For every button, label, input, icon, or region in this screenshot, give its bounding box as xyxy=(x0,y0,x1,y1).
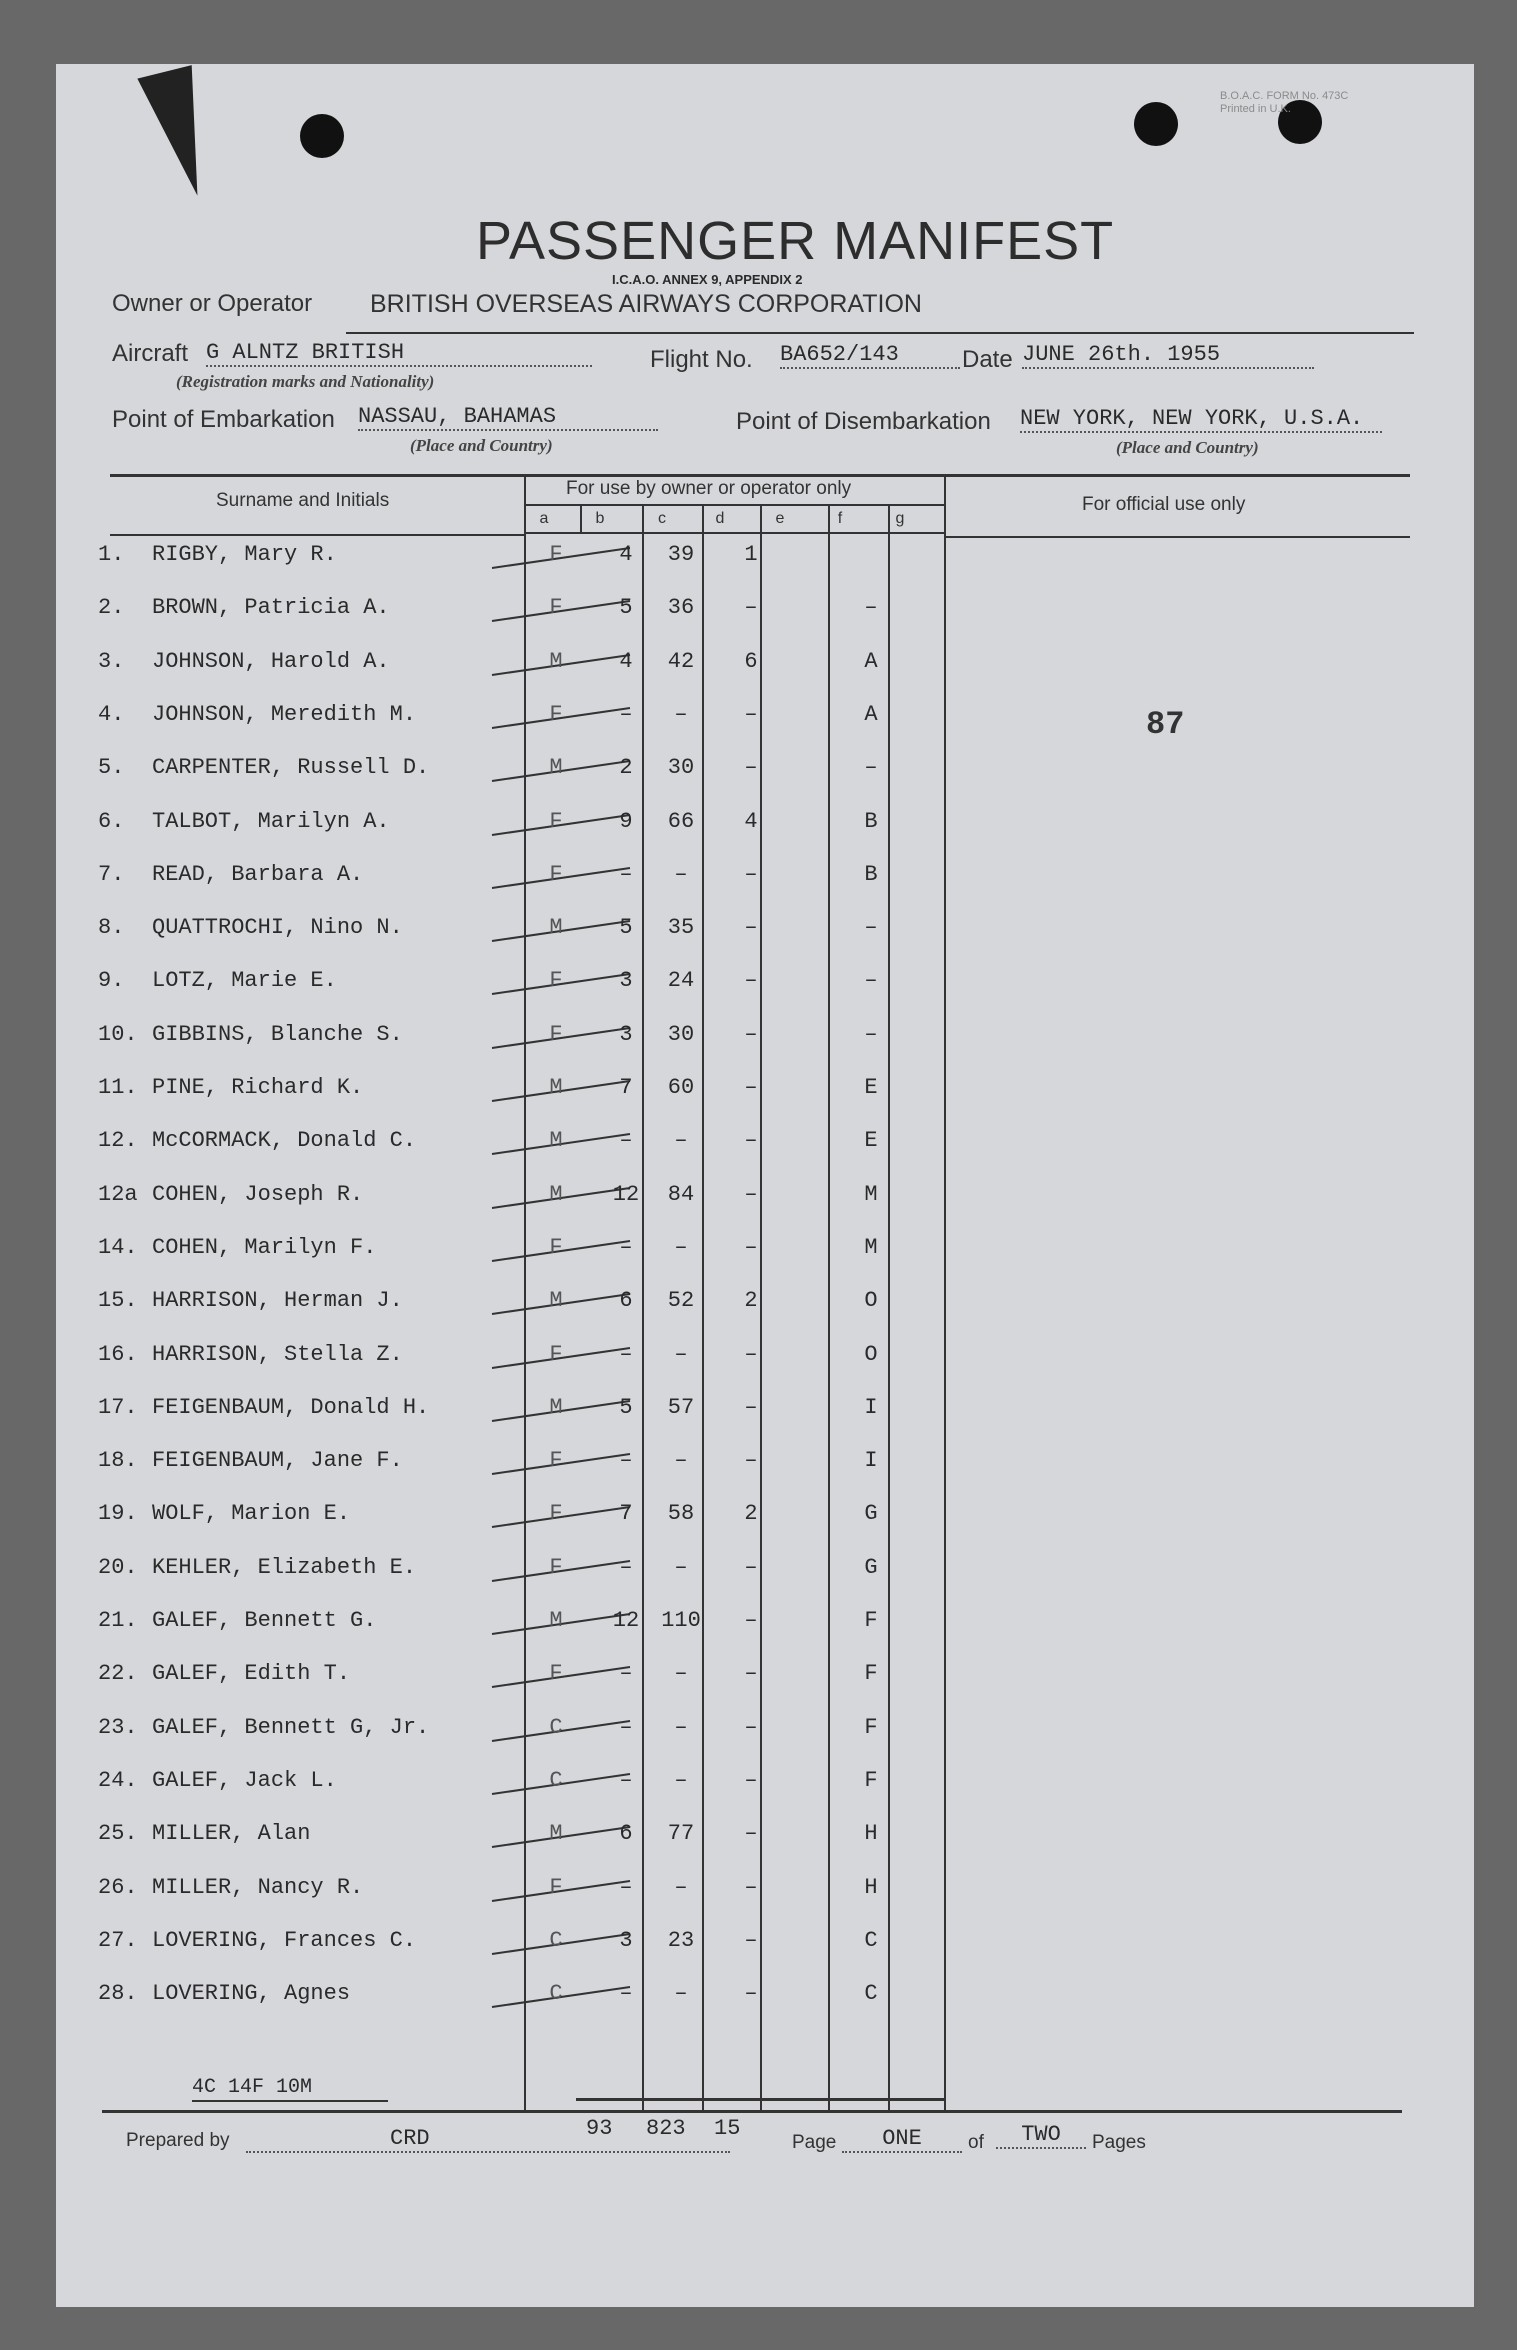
table-row xyxy=(56,1501,1474,1537)
col-a-value: F xyxy=(549,862,563,887)
col-f-value: F xyxy=(864,1768,878,1793)
col-c-value: 39 xyxy=(667,542,695,567)
punch-hole-center xyxy=(1134,102,1178,146)
col-line-b-header xyxy=(580,506,582,534)
surname-header-rule xyxy=(110,534,524,536)
page-label: Page xyxy=(792,2132,837,2153)
col-c-value: 77 xyxy=(667,1821,695,1846)
col-f-value: B xyxy=(864,809,878,834)
table-row xyxy=(56,1022,1474,1058)
passenger-name: JOHNSON, Harold A. xyxy=(152,649,390,674)
col-f-value: C xyxy=(864,1981,878,2006)
col-b-value: – xyxy=(619,1235,633,1260)
col-d-value: 6 xyxy=(744,649,758,674)
disembarkation-label: Point of Disembarkation xyxy=(736,408,991,435)
flight-value: BA652/143 xyxy=(780,342,960,369)
col-b-value: 5 xyxy=(619,915,633,940)
col-b-value: 5 xyxy=(619,595,633,620)
col-d-header: d xyxy=(715,510,725,527)
col-b-value: 9 xyxy=(619,809,633,834)
row-number: 4. xyxy=(98,702,125,727)
col-a-value: C xyxy=(549,1768,563,1793)
col-c-header: c xyxy=(658,510,666,527)
col-f-value: A xyxy=(864,702,878,727)
col-f-value: E xyxy=(864,1128,878,1153)
total-d: 15 xyxy=(714,2116,741,2141)
col-c-value: 30 xyxy=(667,755,695,780)
of-label: of xyxy=(968,2132,984,2153)
summary-line: 4C 14F 10M xyxy=(192,2076,313,2099)
col-c-value: – xyxy=(674,1981,688,2006)
row-number: 15. xyxy=(98,1288,138,1313)
row-number: 25. xyxy=(98,1821,138,1846)
col-c-value: 30 xyxy=(667,1022,695,1047)
row-number: 5. xyxy=(98,755,125,780)
registration-note: (Registration marks and Nationality) xyxy=(176,372,435,391)
owner-underline xyxy=(346,332,1414,334)
passenger-name: FEIGENBAUM, Jane F. xyxy=(152,1448,403,1473)
passenger-name: LOVERING, Frances C. xyxy=(152,1928,417,1953)
table-row xyxy=(56,1555,1474,1591)
col-c-value: 23 xyxy=(667,1928,695,1953)
col-b-value: – xyxy=(619,1661,633,1686)
col-b-value: – xyxy=(619,862,633,887)
official-use-header: For official use only xyxy=(1082,494,1246,515)
col-d-value: – xyxy=(744,1928,758,1953)
passenger-name: FEIGENBAUM, Donald H. xyxy=(152,1395,430,1420)
col-b-value: 12 xyxy=(612,1182,640,1207)
col-f-value: G xyxy=(864,1501,878,1526)
col-c-value: 84 xyxy=(667,1182,695,1207)
letters-rule xyxy=(524,532,944,534)
col-b-value: 7 xyxy=(619,1501,633,1526)
surname-header: Surname and Initials xyxy=(216,490,390,511)
col-d-value: – xyxy=(744,595,758,620)
passenger-name: QUATTROCHI, Nino N. xyxy=(152,915,403,940)
col-c-value: 52 xyxy=(667,1288,695,1313)
passenger-name: CARPENTER, Russell D. xyxy=(152,755,430,780)
col-a-value: M xyxy=(549,1608,563,1633)
col-b-header: b xyxy=(595,510,605,527)
disembarkation-value: NEW YORK, NEW YORK, U.S.A. xyxy=(1020,406,1382,433)
passenger-name: RIGBY, Mary R. xyxy=(152,542,337,567)
col-f-value: O xyxy=(864,1288,878,1313)
col-c-value: – xyxy=(674,1235,688,1260)
official-number: 87 xyxy=(1146,706,1185,743)
row-number: 18. xyxy=(98,1448,138,1473)
passenger-name: KEHLER, Elizabeth E. xyxy=(152,1555,417,1580)
row-number: 11. xyxy=(98,1075,138,1100)
col-f-value: F xyxy=(864,1608,878,1633)
aircraft-label: Aircraft xyxy=(112,340,189,367)
col-a-value: M xyxy=(549,755,563,780)
col-d-value: – xyxy=(744,1555,758,1580)
table-row xyxy=(56,1821,1474,1857)
col-a-value: M xyxy=(549,649,563,674)
col-f-value: – xyxy=(864,755,878,780)
passenger-name: MILLER, Nancy R. xyxy=(152,1875,364,1900)
col-b-value: 3 xyxy=(619,968,633,993)
table-row xyxy=(56,1182,1474,1218)
col-b-value: – xyxy=(619,1768,633,1793)
col-a-value: F xyxy=(549,1661,563,1686)
col-d-value: – xyxy=(744,755,758,780)
row-number: 22. xyxy=(98,1661,138,1686)
pages-label: Pages xyxy=(1092,2132,1146,2153)
col-d-value: – xyxy=(744,968,758,993)
row-number: 2. xyxy=(98,595,125,620)
table-row xyxy=(56,1288,1474,1324)
owner-value: BRITISH OVERSEAS AIRWAYS CORPORATION xyxy=(370,290,922,318)
col-d-value: 2 xyxy=(744,1501,758,1526)
col-c-value: – xyxy=(674,702,688,727)
row-number: 3. xyxy=(98,649,125,674)
table-row xyxy=(56,1715,1474,1751)
col-c-value: – xyxy=(674,1448,688,1473)
col-a-value: F xyxy=(549,702,563,727)
col-b-value: – xyxy=(619,1875,633,1900)
passenger-name: GALEF, Bennett G. xyxy=(152,1608,377,1633)
col-d-value: – xyxy=(744,1768,758,1793)
totals-rule xyxy=(576,2098,946,2101)
col-a-value: M xyxy=(549,1288,563,1313)
table-row xyxy=(56,1608,1474,1644)
owner-cols-rule xyxy=(524,504,944,506)
col-c-value: – xyxy=(674,1128,688,1153)
col-b-value: – xyxy=(619,1128,633,1153)
passenger-name: COHEN, Joseph R. xyxy=(152,1182,364,1207)
row-number: 28. xyxy=(98,1981,138,2006)
punch-hole-left xyxy=(300,114,344,158)
col-c-value: – xyxy=(674,1875,688,1900)
col-c-value: 60 xyxy=(667,1075,695,1100)
col-f-value: I xyxy=(864,1448,878,1473)
col-d-value: 4 xyxy=(744,809,758,834)
passenger-name: MILLER, Alan xyxy=(152,1821,311,1846)
passenger-name: GALEF, Jack L. xyxy=(152,1768,337,1793)
col-a-value: C xyxy=(549,1981,563,2006)
col-b-value: 12 xyxy=(612,1608,640,1633)
col-c-value: 42 xyxy=(667,649,695,674)
row-number: 17. xyxy=(98,1395,138,1420)
col-b-value: – xyxy=(619,1715,633,1740)
table-row xyxy=(56,1128,1474,1164)
col-a-value: M xyxy=(549,1395,563,1420)
col-d-value: – xyxy=(744,1448,758,1473)
table-row xyxy=(56,862,1474,898)
col-e-header: e xyxy=(775,510,785,527)
embarkation-note: (Place and Country) xyxy=(410,436,553,455)
col-b-value: 2 xyxy=(619,755,633,780)
col-a-value: M xyxy=(549,1821,563,1846)
torn-corner xyxy=(137,65,222,203)
col-a-value: F xyxy=(549,1555,563,1580)
table-row xyxy=(56,1235,1474,1271)
col-a-value: F xyxy=(549,1875,563,1900)
col-f-value: I xyxy=(864,1395,878,1420)
embarkation-value: NASSAU, BAHAMAS xyxy=(358,404,658,431)
col-d-value: – xyxy=(744,1128,758,1153)
col-a-header: a xyxy=(539,510,549,527)
aircraft-value: G ALNTZ BRITISH xyxy=(206,340,592,367)
col-a-value: C xyxy=(549,1928,563,1953)
passenger-name: McCORMACK, Donald C. xyxy=(152,1128,417,1153)
col-d-value: – xyxy=(744,1821,758,1846)
passenger-name: JOHNSON, Meredith M. xyxy=(152,702,417,727)
row-number: 23. xyxy=(98,1715,138,1740)
col-d-value: – xyxy=(744,1715,758,1740)
date-value: JUNE 26th. 1955 xyxy=(1022,342,1314,369)
table-row xyxy=(56,968,1474,1004)
table-row xyxy=(56,595,1474,631)
col-f-value: G xyxy=(864,1555,878,1580)
passenger-name: READ, Barbara A. xyxy=(152,862,364,887)
col-d-value: – xyxy=(744,862,758,887)
col-b-value: 6 xyxy=(619,1821,633,1846)
summary-underline xyxy=(192,2100,388,2102)
row-number: 1. xyxy=(98,542,125,567)
table-row xyxy=(56,1981,1474,2017)
col-f-value: F xyxy=(864,1661,878,1686)
col-a-value: C xyxy=(549,1715,563,1740)
col-a-value: F xyxy=(549,968,563,993)
table-row xyxy=(56,809,1474,845)
col-a-value: F xyxy=(549,1501,563,1526)
col-b-value: – xyxy=(619,702,633,727)
passenger-name: PINE, Richard K. xyxy=(152,1075,364,1100)
prepared-label: Prepared by xyxy=(126,2130,230,2151)
col-c-value: 24 xyxy=(667,968,695,993)
table-row xyxy=(56,1928,1474,1964)
disembarkation-note: (Place and Country) xyxy=(1116,438,1259,457)
col-c-value: – xyxy=(674,1555,688,1580)
col-f-value: H xyxy=(864,1821,878,1846)
col-a-value: F xyxy=(549,1448,563,1473)
col-f-value: C xyxy=(864,1928,878,1953)
col-a-value: F xyxy=(549,542,563,567)
row-number: 27. xyxy=(98,1928,138,1953)
form-number: B.O.A.C. FORM No. 473C Printed in U.K. xyxy=(1220,90,1349,115)
table-row xyxy=(56,915,1474,951)
manifest-sheet xyxy=(56,64,1474,2307)
col-d-value: – xyxy=(744,1022,758,1047)
col-a-value: M xyxy=(549,1128,563,1153)
col-f-value: – xyxy=(864,968,878,993)
total-b: 93 xyxy=(586,2116,613,2141)
col-a-value: F xyxy=(549,1022,563,1047)
table-row xyxy=(56,1768,1474,1804)
passenger-name: LOVERING, Agnes xyxy=(152,1981,351,2006)
table-row xyxy=(56,1075,1474,1111)
table-row xyxy=(56,649,1474,685)
passenger-name: HARRISON, Herman J. xyxy=(152,1288,403,1313)
row-number: 26. xyxy=(98,1875,138,1900)
col-f-value: A xyxy=(864,649,878,674)
col-g-header: g xyxy=(895,510,905,527)
col-b-value: – xyxy=(619,1555,633,1580)
col-d-value: – xyxy=(744,1608,758,1633)
col-a-value: F xyxy=(549,809,563,834)
flight-label: Flight No. xyxy=(650,346,753,373)
row-number: 12. xyxy=(98,1128,138,1153)
col-d-value: – xyxy=(744,1182,758,1207)
table-row xyxy=(56,755,1474,791)
col-d-value: – xyxy=(744,915,758,940)
row-number: 20. xyxy=(98,1555,138,1580)
col-c-value: 36 xyxy=(667,595,695,620)
row-number: 8. xyxy=(98,915,125,940)
total-c: 823 xyxy=(646,2116,686,2141)
table-row xyxy=(56,1875,1474,1911)
col-b-value: 3 xyxy=(619,1928,633,1953)
col-b-value: 6 xyxy=(619,1288,633,1313)
page-subtitle: I.C.A.O. ANNEX 9, APPENDIX 2 xyxy=(612,272,803,287)
table-row xyxy=(56,1342,1474,1378)
col-b-value: – xyxy=(619,1448,633,1473)
col-c-value: 110 xyxy=(661,1608,701,1633)
passenger-name: GIBBINS, Blanche S. xyxy=(152,1022,403,1047)
col-f-value: – xyxy=(864,1022,878,1047)
official-header-rule xyxy=(944,536,1410,538)
table-row xyxy=(56,542,1474,578)
col-d-value: – xyxy=(744,1342,758,1367)
table-top-rule xyxy=(110,474,1410,477)
row-number: 24. xyxy=(98,1768,138,1793)
date-label: Date xyxy=(962,346,1013,373)
row-number: 7. xyxy=(98,862,125,887)
table-bottom-rule xyxy=(102,2110,1402,2113)
passenger-name: GALEF, Edith T. xyxy=(152,1661,351,1686)
table-row xyxy=(56,1395,1474,1431)
col-b-value: 3 xyxy=(619,1022,633,1047)
row-number: 6. xyxy=(98,809,125,834)
col-f-value: M xyxy=(864,1182,878,1207)
table-row xyxy=(56,1661,1474,1697)
row-number: 12a xyxy=(98,1182,138,1207)
col-d-value: – xyxy=(744,1981,758,2006)
col-d-value: – xyxy=(744,702,758,727)
col-c-value: – xyxy=(674,1661,688,1686)
passenger-name: HARRISON, Stella Z. xyxy=(152,1342,403,1367)
col-c-value: 58 xyxy=(667,1501,695,1526)
col-f-value: E xyxy=(864,1075,878,1100)
col-d-value: 1 xyxy=(744,542,758,567)
col-f-value: F xyxy=(864,1715,878,1740)
col-f-value: O xyxy=(864,1342,878,1367)
col-b-value: 4 xyxy=(619,649,633,674)
col-a-value: M xyxy=(549,915,563,940)
passenger-name: GALEF, Bennett G, Jr. xyxy=(152,1715,430,1740)
passenger-name: TALBOT, Marilyn A. xyxy=(152,809,390,834)
col-d-value: – xyxy=(744,1661,758,1686)
col-f-value: B xyxy=(864,862,878,887)
table-row xyxy=(56,702,1474,738)
col-f-value: M xyxy=(864,1235,878,1260)
passenger-name: BROWN, Patricia A. xyxy=(152,595,390,620)
col-c-value: – xyxy=(674,1768,688,1793)
col-c-value: 57 xyxy=(667,1395,695,1420)
col-a-value: F xyxy=(549,1342,563,1367)
col-d-value: – xyxy=(744,1395,758,1420)
row-number: 14. xyxy=(98,1235,138,1260)
col-c-value: 35 xyxy=(667,915,695,940)
owner-label: Owner or Operator xyxy=(112,290,313,317)
row-number: 21. xyxy=(98,1608,138,1633)
embarkation-label: Point of Embarkation xyxy=(112,406,335,433)
col-a-value: F xyxy=(549,1235,563,1260)
prepared-value: CRD xyxy=(246,2126,730,2153)
col-c-value: – xyxy=(674,862,688,887)
passenger-name: LOTZ, Marie E. xyxy=(152,968,337,993)
col-b-value: 4 xyxy=(619,542,633,567)
row-number: 10. xyxy=(98,1022,138,1047)
col-f-value: – xyxy=(864,595,878,620)
owner-use-header: For use by owner or operator only xyxy=(566,478,852,499)
col-d-value: – xyxy=(744,1075,758,1100)
col-d-value: – xyxy=(744,1875,758,1900)
row-number: 19. xyxy=(98,1501,138,1526)
col-c-value: – xyxy=(674,1715,688,1740)
col-f-value: – xyxy=(864,915,878,940)
col-a-value: F xyxy=(549,595,563,620)
col-b-value: 7 xyxy=(619,1075,633,1100)
col-b-value: – xyxy=(619,1981,633,2006)
pages-value: TWO xyxy=(996,2122,1086,2149)
col-d-value: 2 xyxy=(744,1288,758,1313)
col-b-value: – xyxy=(619,1342,633,1367)
col-a-value: M xyxy=(549,1182,563,1207)
row-number: 16. xyxy=(98,1342,138,1367)
col-a-value: M xyxy=(549,1075,563,1100)
col-b-value: 5 xyxy=(619,1395,633,1420)
page-title: PASSENGER MANIFEST xyxy=(476,211,1115,271)
col-f-value: H xyxy=(864,1875,878,1900)
row-number: 9. xyxy=(98,968,125,993)
page-value: ONE xyxy=(842,2126,962,2153)
passenger-name: COHEN, Marilyn F. xyxy=(152,1235,377,1260)
passenger-name: WOLF, Marion E. xyxy=(152,1501,351,1526)
col-c-value: 66 xyxy=(667,809,695,834)
col-c-value: – xyxy=(674,1342,688,1367)
col-d-value: – xyxy=(744,1235,758,1260)
col-f-header: f xyxy=(837,510,843,527)
table-row xyxy=(56,1448,1474,1484)
